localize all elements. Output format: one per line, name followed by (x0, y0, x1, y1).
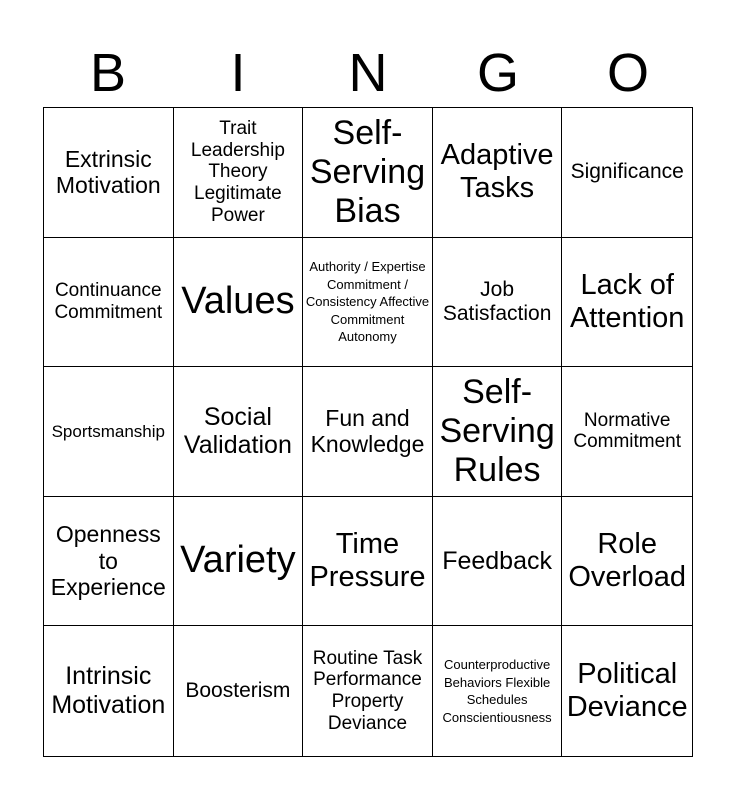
bingo-cell[interactable] (562, 626, 692, 756)
bingo-cell[interactable] (433, 626, 563, 756)
bingo-cell[interactable] (44, 108, 174, 238)
bingo-cell[interactable] (303, 626, 433, 756)
cell-text: Sportsmanship (51, 421, 165, 441)
bingo-cell[interactable] (44, 626, 174, 756)
cell-text: Routine Task Performance Property Deviance (312, 647, 423, 735)
bingo-cell[interactable] (174, 108, 304, 238)
bingo-cell[interactable] (433, 238, 563, 368)
bingo-cell[interactable] (562, 238, 692, 368)
bingo-cell[interactable] (562, 497, 692, 627)
bingo-cell[interactable] (303, 108, 433, 238)
bingo-cell[interactable] (174, 497, 304, 627)
bingo-cell[interactable] (433, 497, 563, 627)
bingo-cell[interactable] (174, 626, 304, 756)
bingo-cell[interactable] (44, 497, 174, 627)
header-letter-i: I (230, 43, 246, 103)
header-letter-b: B (89, 43, 127, 103)
cell-text: Authority / Expertise Commitment / Consistency Affective Commitment Autonomy (305, 259, 430, 345)
cell-text: Feedback (442, 546, 552, 575)
header-letter-g: G (476, 43, 519, 103)
cell-text: Continuance Commitment (54, 280, 163, 323)
bingo-cell[interactable] (562, 367, 692, 497)
bingo-cell[interactable] (433, 108, 563, 238)
cell-text: Fun and Knowledge (310, 405, 425, 458)
cell-text: Adaptive Tasks (440, 138, 554, 205)
header-letter-n: N (348, 43, 388, 103)
cell-text: Role Overload (568, 527, 687, 594)
cell-text: Social Validation (183, 402, 292, 460)
cell-text: Self-Serving Rules (439, 372, 555, 490)
cell-text: Job Satisfaction (442, 277, 552, 325)
cell-text: Values (181, 280, 295, 323)
cell-text: Normative Commitment (573, 409, 682, 453)
cell-text: Political Deviance (566, 657, 688, 724)
cell-text: Counterproductive Behaviors Flexible Schedules Conscientiousness (442, 657, 552, 725)
bingo-cell[interactable] (562, 108, 692, 238)
bingo-cell[interactable] (303, 497, 433, 627)
cell-text: Time Pressure (309, 527, 426, 594)
bingo-cell[interactable] (433, 367, 563, 497)
cell-text: Boosterism (185, 679, 291, 703)
bingo-cell[interactable] (44, 238, 174, 368)
cell-text: Self-Serving Bias (309, 113, 426, 230)
cell-text: Variety (180, 539, 296, 582)
cell-text: Significance (570, 160, 684, 184)
bingo-cell[interactable] (174, 367, 304, 497)
bingo-cell[interactable] (44, 367, 174, 497)
cell-text: Intrinsic Motivation (51, 662, 166, 720)
cell-text: Openness to Experience (50, 521, 166, 601)
bingo-cell[interactable] (303, 238, 433, 368)
header-letter-o: O (606, 43, 649, 103)
cell-text: Trait Leadership Theory Legitimate Power (190, 117, 285, 227)
bingo-board (43, 107, 693, 757)
bingo-cell[interactable] (303, 367, 433, 497)
bingo-cell[interactable] (174, 238, 304, 368)
cell-text: Extrinsic Motivation (55, 145, 161, 199)
bingo-header (43, 40, 693, 106)
cell-text: Lack of Attention (569, 268, 685, 334)
